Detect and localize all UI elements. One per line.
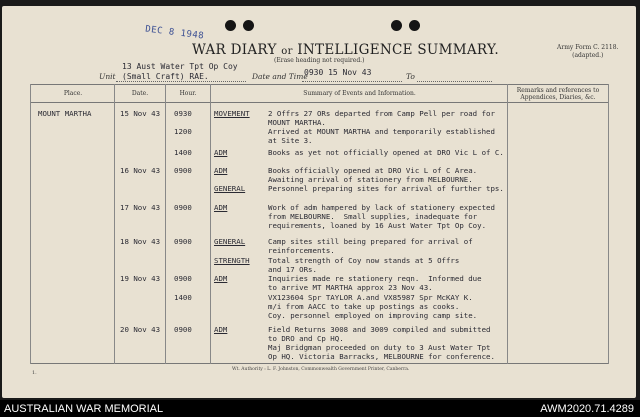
entry-hour: 0900	[174, 237, 192, 246]
column-header-date: Date.	[131, 90, 149, 97]
entry-date: 17 Nov 43	[120, 203, 161, 212]
table-header-rule	[30, 102, 608, 103]
entry-hour: 1200	[174, 127, 192, 136]
form-title	[192, 42, 499, 58]
entry-hour: 0900	[174, 203, 192, 212]
footer-index: 1.	[32, 370, 37, 376]
entry-text: Work of adm hampered by lack of stationery expected from MELBOURNE. Small supplies, inadequate for requirements, loaned by 16 Aust Water Tpt Op Coy.	[268, 203, 495, 230]
punch-hole	[409, 20, 420, 31]
archive-name: AUSTRALIAN WAR MEMORIAL	[4, 403, 164, 415]
erase-note: (Erase heading not required.)	[274, 57, 365, 64]
entry-date: 18 Nov 43	[120, 237, 161, 246]
entry-hour: 0900	[174, 274, 192, 283]
entry-text: Total strength of Coy now stands at 5 Offrs and 17 ORs.	[268, 256, 460, 274]
punch-hole	[225, 20, 236, 31]
entry-date: 20 Nov 43	[120, 325, 161, 334]
date-stamp: DEC 8 1948	[144, 24, 205, 42]
entry-category: MOVEMENT	[214, 109, 250, 118]
to-label: To	[406, 72, 415, 81]
unit-value-line2: (Small Craft) RAE.	[122, 72, 209, 81]
title-or: or	[281, 46, 293, 57]
entry-text: 2 Offrs 27 ORs departed from Camp Pell per road for MOUNT MARTHA.	[268, 109, 495, 127]
title-intelligence-summary: INTELLIGENCE SUMMARY.	[297, 42, 500, 58]
entry-category: ADM	[214, 325, 228, 334]
army-form-note: (adapted.)	[572, 52, 604, 59]
title-war-diary: WAR DIARY	[192, 42, 277, 58]
diary-sheet	[2, 6, 636, 398]
entry-text: Inquiries made re stationery reqn. Informed due to arrive MT MARTHA approx 23 Nov 43.	[268, 274, 482, 292]
unit-underline	[116, 81, 246, 82]
unit-label: Unit	[99, 72, 116, 81]
army-form-label	[557, 44, 618, 60]
army-form-number: Army Form C. 2118.	[557, 44, 619, 51]
entry-hour: 1400	[174, 293, 192, 302]
column-rule	[608, 84, 609, 364]
column-header-remarks: Remarks and references to Appendices, Diaries, &c.	[516, 87, 600, 101]
entry-place: MOUNT MARTHA	[38, 109, 92, 118]
archive-caption-bar	[0, 400, 640, 417]
column-header-hour: Hour.	[179, 90, 197, 97]
to-underline	[417, 81, 492, 82]
date-time-label: Date and Time	[252, 72, 308, 81]
printer-footer: Wt. Authority : L. F. Johnston, Commonwealth Government Printer, Canberra.	[232, 367, 410, 372]
entry-text: Books officially opened at DRO Vic L of C Area. Awaiting arrival of stationery from MELBOURNE.	[268, 166, 478, 184]
column-rule	[507, 84, 508, 364]
column-header-place: Place.	[63, 90, 83, 97]
entry-category: GENERAL	[214, 237, 246, 246]
column-rule	[165, 84, 166, 364]
archive-reference: AWM2020.71.4289	[540, 403, 634, 415]
entry-category: ADM	[214, 203, 228, 212]
column-rule	[210, 84, 211, 364]
entry-category: ADM	[214, 166, 228, 175]
unit-value-line1: 13 Aust Water Tpt Op Coy	[122, 62, 238, 71]
date-time-value: 0930 15 Nov 43	[304, 68, 372, 77]
entry-category: GENERAL	[214, 184, 246, 193]
entry-text: VX123604 Spr TAYLOR A.and VX85987 Spr McKAY K. m/i from AACC to take up postings as cooks. Coy. personnel employed on improving camp site.	[268, 293, 478, 320]
entry-category: ADM	[214, 148, 228, 157]
entry-date: 16 Nov 43	[120, 166, 161, 175]
entry-hour: 0930	[174, 109, 192, 118]
entry-hour: 1400	[174, 148, 192, 157]
date-underline	[302, 81, 402, 82]
table-bottom-rule	[30, 363, 608, 364]
entry-text: Personnel preparing sites for arrival of further tps.	[268, 184, 504, 193]
entry-date: 15 Nov 43	[120, 109, 161, 118]
entry-hour: 0900	[174, 166, 192, 175]
entry-category: ADM	[214, 274, 228, 283]
punch-hole	[391, 20, 402, 31]
column-rule	[114, 84, 115, 364]
entry-hour: 0900	[174, 325, 192, 334]
entry-text: Books as yet not officially opened at DRO Vic L of C.	[268, 148, 504, 157]
entry-date: 19 Nov 43	[120, 274, 161, 283]
entry-category: STRENGTH	[214, 256, 250, 265]
table-top-rule	[30, 84, 608, 85]
entry-text: Field Returns 3008 and 3009 compiled and submitted to DRO and Cp HQ. Maj Bridgman proceeded on duty to 3 Aust Water Tpt Op HQ. Victoria Barracks, MELBOURNE for conference.	[268, 325, 495, 361]
column-header-summary: Summary of Events and Information.	[303, 90, 416, 97]
entry-text: Arrived at MOUNT MARTHA and temporarily established at Site 3.	[268, 127, 495, 145]
column-rule	[30, 84, 31, 364]
entry-text: Camp sites still being prepared for arrival of reinforcements.	[268, 237, 473, 255]
punch-hole	[243, 20, 254, 31]
